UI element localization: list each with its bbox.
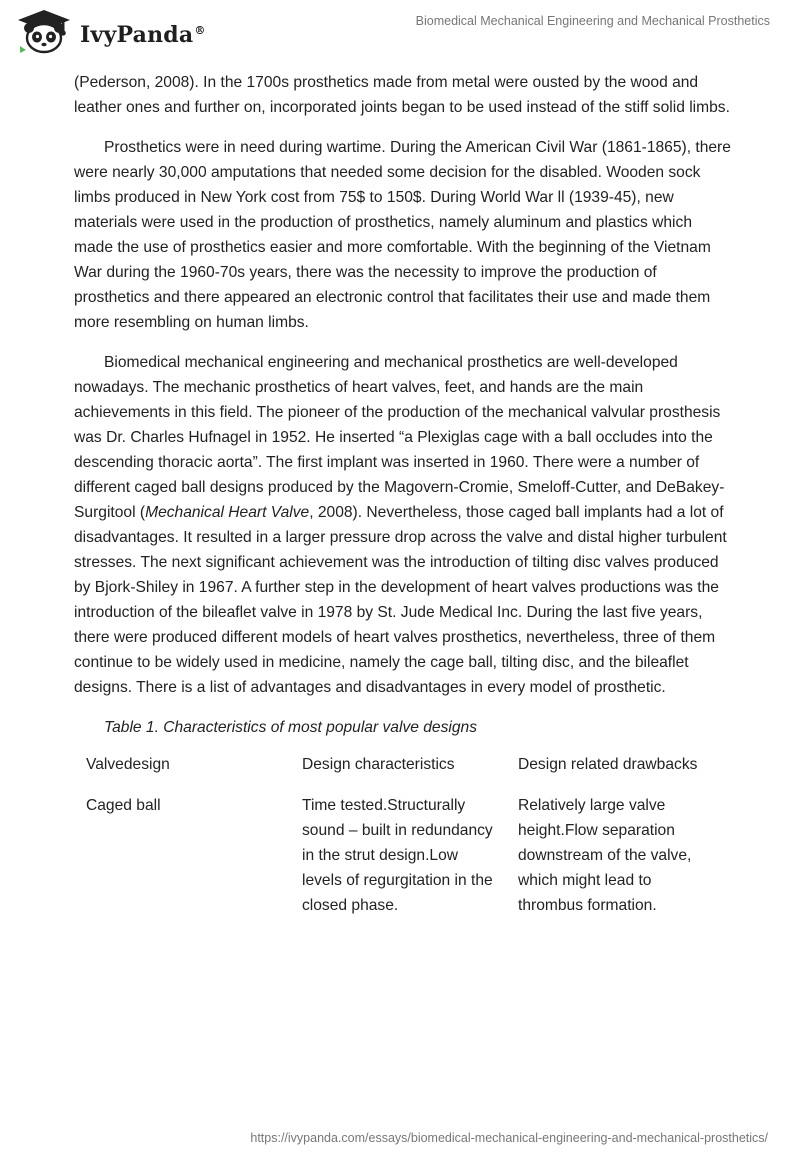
panda-graduate-icon [14,6,74,56]
footer-url[interactable]: https://ivypanda.com/essays/biomedical-mechanical-engineering-and-mechanical-prosthetics/ [250,1131,768,1145]
table-header-row [74,752,730,793]
valve-designs-table [74,752,730,918]
paragraph-3: Biomedical mechanical engineering and mechanical prosthetics are well-developed nowadays. The mechanic prosthetics of heart valves, feet, and hands are the main achievements in this field. The pioneer of the production of the mechanical valvular prosthesis was Dr. Charles Hufnagel in 1952. He inserted “a Plexiglas cage with a ball occludes into the descending thoracic aorta”. The first implant was inserted in 1960. There were a number of different caged ball designs produced by the Magovern-Cromie, Smeloff-Cutter, and DeBakey-Surgitool (Mechanical Heart Valve, 2008). Nevertheless, those caged ball implants had a lot of disadvantages. It resulted in a larger pressure drop across the valve and distal higher turbulent stresses. The next significant achievement was the introduction of tilting disc valves produced by Bjork-Shiley in 1967. A further step in the development of heart valves productions was the introduction of the bileaflet valve in 1978 by St. Jude Medical Inc. During the last five years, there were produced different models of heart valves prosthetics, nevertheless, three of them continue to be widely used in medicine, namely the cage ball, tilting disc, and the bileaflet designs. There is a list of advantages and disadvantages in every model of prosthetic. [74,354,727,696]
page-header [0,0,800,66]
citation-title: Mechanical Heart Valve [145,504,310,521]
table-header-cell: Design characteristics [302,756,455,773]
table-cell: Relatively large valve height.Flow separation downstream of the valve, which might lead to thrombus formation. [518,797,692,914]
logo[interactable] [14,6,214,60]
logo-text: IvyPanda® [80,22,206,48]
table-cell: Time tested.Structurally sound – built in redundancy in the strut design.Low levels of regurgitation in the closed phase. [302,797,493,914]
paragraph-1: (Pederson, 2008). In the 1700s prosthetics made from metal were ousted by the wood and leather ones and further on, incorporated joints began to be used instead of the stiff solid limbs. [74,74,730,116]
essay-body [74,70,734,918]
table-header-cell: Design related drawbacks [518,756,698,773]
document-title: Biomedical Mechanical Engineering and Mechanical Prosthetics [415,14,770,28]
paragraph-2: Prosthetics were in need during wartime. During the American Civil War (1861-1865), there were nearly 30,000 amputations that needed some decision for the disabled. Wooden sock limbs produced in New York cost from 75$ to 150$. During World War ll (1939-45), new materials were used in the production of prosthetics, namely aluminum and plastics which made the use of prosthetics easier and more comfortable. With the beginning of the Vietnam War during the 1960-70s years, there was the necessity to improve the production of prosthetics and there appeared an electronic control that facilitates their use and made them more resembling on human limbs. [74,139,731,331]
table-row [74,793,730,918]
table-caption: Table 1. Characteristics of most popular valve designs [104,719,477,736]
table-header-cell: Valvedesign [86,756,170,773]
table-cell: Caged ball [86,797,161,814]
